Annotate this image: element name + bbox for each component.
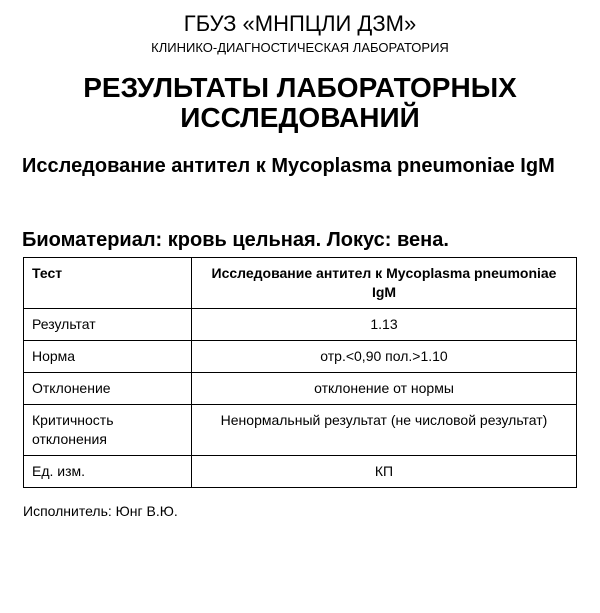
row-value-deviation: отклонение от нормы — [192, 373, 577, 405]
row-label-norm: Норма — [24, 341, 192, 373]
report-title-line-1: РЕЗУЛЬТАТЫ ЛАБОРАТОРНЫХ — [83, 72, 517, 103]
row-value-criticality: Ненормальный результат (не числовой результат) — [192, 405, 577, 456]
row-label-deviation: Отклонение — [24, 373, 192, 405]
biomaterial-info: Биоматериал: кровь цельная. Локус: вена. — [22, 229, 449, 251]
row-value-result: 1.13 — [192, 309, 577, 341]
laboratory-name: КЛИНИКО-ДИАГНОСТИЧЕСКАЯ ЛАБОРАТОРИЯ — [151, 40, 449, 55]
executor-signature: Исполнитель: Юнг В.Ю. — [23, 503, 178, 519]
results-table — [23, 257, 577, 488]
report-title — [0, 73, 600, 133]
header-cell-test: Тест — [24, 258, 192, 309]
row-label-result: Результат — [24, 309, 192, 341]
table-row — [24, 373, 577, 405]
report-title-line-2: ИССЛЕДОВАНИЙ — [180, 102, 420, 133]
test-title: Исследование антител к Mycoplasma pneumoniae IgM — [22, 155, 555, 177]
row-value-norm: отр.<0,90 пол.>1.10 — [192, 341, 577, 373]
header-cell-test-name: Исследование антител к Mycoplasma pneumoniae IgM — [192, 258, 577, 309]
row-value-unit: КП — [192, 456, 577, 488]
table-row — [24, 405, 577, 456]
organization-name: ГБУЗ «МНПЦЛИ ДЗМ» — [183, 11, 417, 36]
table-row — [24, 309, 577, 341]
row-label-unit: Ед. изм. — [24, 456, 192, 488]
table-row — [24, 456, 577, 488]
row-label-criticality: Критичность отклонения — [24, 405, 192, 456]
table-row — [24, 341, 577, 373]
table-header-row — [24, 258, 577, 309]
